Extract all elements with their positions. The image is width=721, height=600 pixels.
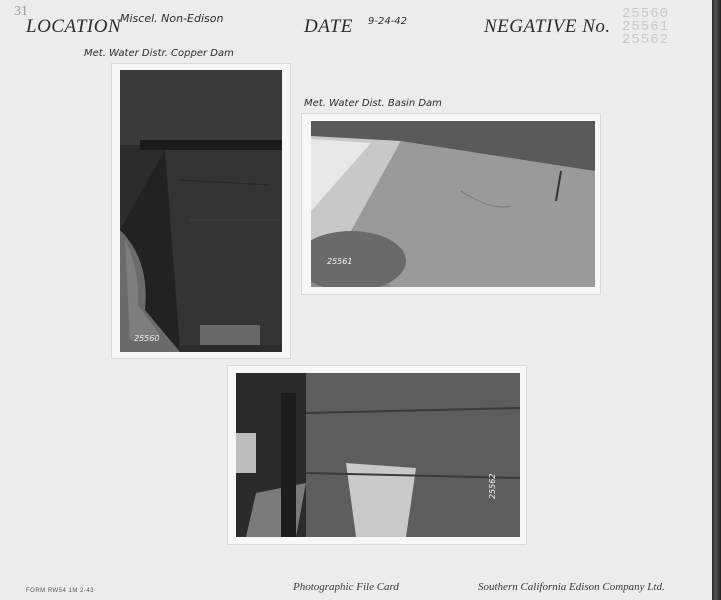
photo-1-mount <box>112 64 290 358</box>
form-code: FORM RW54 1M 2-43 <box>26 588 95 594</box>
photo-3-negative-label: 25562 <box>488 473 497 499</box>
photo-2-basin-dam <box>311 121 595 287</box>
negative-number-label: NEGATIVE No. <box>484 16 611 37</box>
photo-1-copper-dam <box>120 70 282 352</box>
company-name: Southern California Edison Company Ltd. <box>478 581 665 593</box>
date-label: DATE <box>304 16 353 37</box>
photo-2-mount <box>302 114 600 294</box>
negative-number-3: 25562 <box>622 32 670 48</box>
date-value: 9-24-42 <box>368 16 408 27</box>
card-corner-number: 31 <box>14 4 28 19</box>
negative-number-2: 25561 <box>622 19 670 35</box>
card-title: Photographic File Card <box>293 581 399 593</box>
photo-2-negative-label: 25561 <box>327 257 353 266</box>
negative-number-1: 25560 <box>622 6 670 22</box>
photo-3-mount <box>228 366 526 544</box>
photo-1-caption: Met. Water Distr. Copper Dam <box>84 48 234 59</box>
location-value: Miscel. Non-Edison <box>120 12 224 25</box>
photo-2-caption: Met. Water Dist. Basin Dam <box>304 98 442 109</box>
photo-1-negative-label: 25560 <box>134 334 160 343</box>
location-label: LOCATION <box>26 16 122 37</box>
card-edge-shadow <box>712 0 721 600</box>
photo-3-dam-interior <box>236 373 520 537</box>
